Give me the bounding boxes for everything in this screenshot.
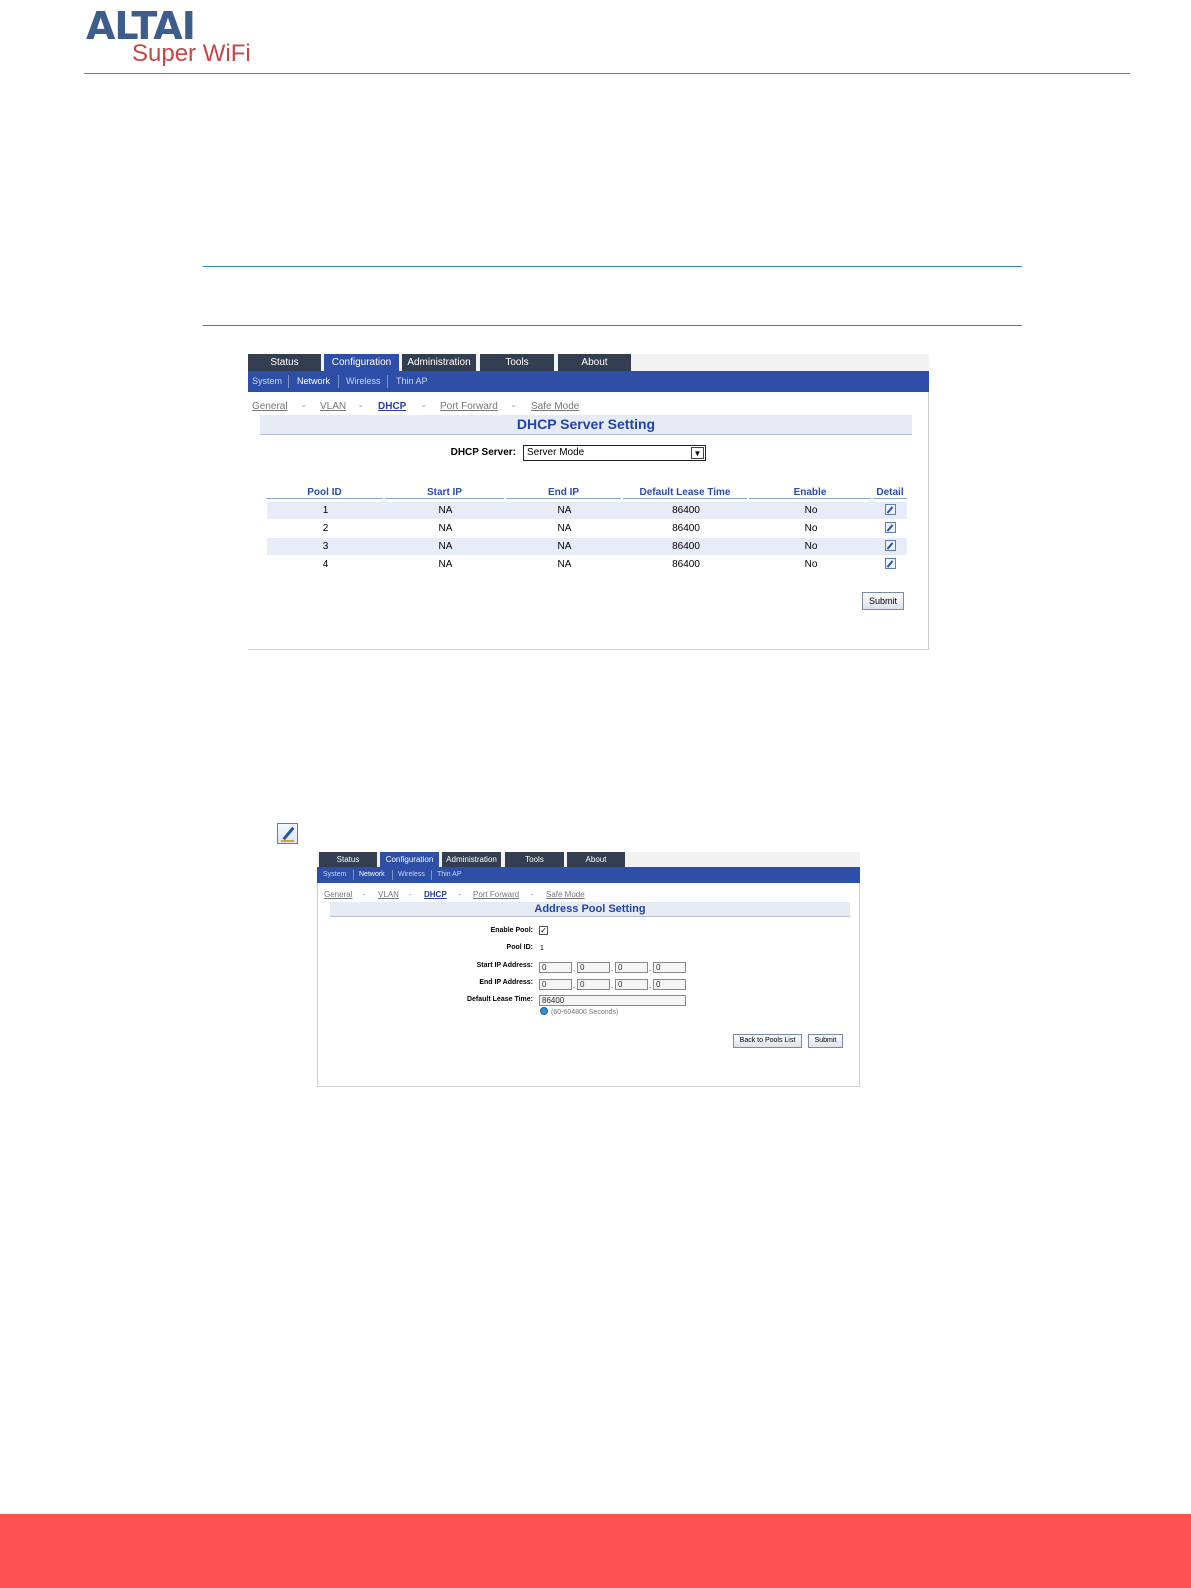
crumb-dhcp[interactable]: DHCP [378,401,407,412]
subnav-separator [338,375,339,388]
end-ip-octet-4[interactable]: 0 [653,979,686,990]
tab-about[interactable]: About [567,852,625,867]
ip-dot: . [649,981,652,990]
end-ip-octet-2[interactable]: 0 [577,979,610,990]
ip-dot: . [611,981,614,990]
sub-nav-bar [317,867,860,883]
end-ip-octet-3[interactable]: 0 [615,979,648,990]
end-ip-octet-1[interactable]: 0 [539,979,572,990]
logo-wordmark: ALTAI [86,4,195,48]
page-title: DHCP Server Setting [260,415,912,435]
crumb-safe-mode[interactable]: Safe Mode [546,890,585,899]
enable-pool-checkbox[interactable]: ✓ [540,926,547,935]
ip-dot: . [611,964,614,973]
submit-button[interactable]: Submit [808,1034,843,1048]
tab-tools[interactable]: Tools [480,354,554,371]
cell-start-ip: NA [438,505,453,516]
crumb-separator: - [422,401,426,412]
frame-border [248,392,929,650]
cell-end-ip: NA [557,523,572,534]
crumb-vlan[interactable]: VLAN [320,401,347,412]
start-ip-octet-3[interactable]: 0 [615,962,648,973]
top-tab-bar [248,354,929,371]
crumb-separator: - [363,890,366,899]
cell-end-ip: NA [557,541,572,552]
note-bottom-rule [203,325,1022,326]
cell-pool-id: 3 [322,541,329,552]
crumb-general[interactable]: General [252,401,288,412]
tab-status[interactable]: Status [248,354,321,371]
ip-dot: . [573,981,576,990]
page-title: Address Pool Setting [330,902,850,917]
page-footer-band [0,1514,1191,1588]
lease-time-input[interactable]: 86400 [539,995,686,1006]
crumb-safe-mode[interactable]: Safe Mode [531,401,580,412]
cell-enable: No [804,541,818,552]
subnav-separator [353,870,354,880]
altai-logo [84,4,314,66]
subnav-separator [288,375,289,388]
tab-configuration[interactable]: Configuration [324,354,399,371]
cell-end-ip: NA [557,559,572,570]
dhcp-server-screenshot [248,354,929,650]
subnav-wireless[interactable]: Wireless [346,376,381,386]
crumb-separator: - [512,401,516,412]
chevron-down-icon: ▼ [691,447,704,459]
ip-dot: . [573,964,576,973]
start-ip-octet-4[interactable]: 0 [653,962,686,973]
dhcp-server-label: DHCP Server: [450,447,516,458]
dhcp-server-value: Server Mode [527,447,585,458]
cell-pool-id: 4 [322,559,329,570]
tab-about[interactable]: About [558,354,631,371]
header-divider [84,73,1130,74]
cell-pool-id: 2 [322,523,329,534]
col-enable: Enable [749,487,871,499]
col-detail: Detail [873,487,907,499]
enable-pool-label: Enable Pool: [490,927,533,934]
crumb-separator: - [409,890,412,899]
subnav-separator [387,375,388,388]
subnav-thin-ap[interactable]: Thin AP [437,871,462,878]
col-default-lease-time: Default Lease Time [623,487,747,499]
subnav-system[interactable]: System [323,871,347,878]
pool-id-label: Pool ID: [506,944,533,951]
cell-enable: No [804,559,818,570]
cell-lease-time: 86400 [672,559,700,570]
crumb-separator: - [359,401,363,412]
logo-tagline: Super WiFi [132,40,251,67]
subnav-system[interactable]: System [252,376,283,386]
subnav-network[interactable]: Network [359,871,385,878]
crumb-vlan[interactable]: VLAN [378,890,399,899]
submit-button[interactable]: Submit [862,592,904,610]
start-ip-octet-1[interactable]: 0 [539,962,572,973]
edit-icon [277,823,298,844]
frame-border [317,883,860,1087]
cell-enable: No [804,505,818,516]
tab-status[interactable]: Status [319,852,377,867]
start-ip-label: Start IP Address: [476,962,533,969]
ip-dot: . [649,964,652,973]
col-pool-id: Pool ID [266,487,383,499]
cell-end-ip: NA [557,505,572,516]
cell-start-ip: NA [438,523,453,534]
tab-administration[interactable]: Administration [442,852,501,867]
top-tab-bar [317,852,860,867]
cell-lease-time: 86400 [672,505,700,516]
subnav-wireless[interactable]: Wireless [398,871,425,878]
crumb-port-forward[interactable]: Port Forward [440,401,498,412]
subnav-separator [431,870,432,880]
cell-pool-id: 1 [322,505,329,516]
subnav-network[interactable]: Network [297,376,331,386]
cell-lease-time: 86400 [672,541,700,552]
crumb-separator: - [302,401,306,412]
cell-lease-time: 86400 [672,523,700,534]
col-end-ip: End IP [506,487,621,499]
crumb-separator: - [458,890,461,899]
subnav-thin-ap[interactable]: Thin AP [396,376,428,386]
lease-time-label: Default Lease Time: [466,996,533,1003]
tab-tools[interactable]: Tools [505,852,564,867]
crumb-dhcp[interactable]: DHCP [424,890,447,899]
address-pool-screenshot [317,852,860,1087]
pool-id-value: 1 [540,945,544,952]
crumb-general[interactable]: General [324,890,353,899]
subnav-separator [392,870,393,880]
tab-administration[interactable]: Administration [402,354,476,371]
crumb-port-forward[interactable]: Port Forward [473,890,520,899]
start-ip-octet-2[interactable]: 0 [577,962,610,973]
end-ip-label: End IP Address: [479,979,533,986]
sub-nav-bar [248,371,929,392]
tab-configuration[interactable]: Configuration [380,852,439,867]
cell-enable: No [804,523,818,534]
col-start-ip: Start IP [385,487,504,499]
back-to-pools-list-button[interactable]: Back to Pools List [733,1034,802,1048]
cell-start-ip: NA [438,559,453,570]
note-top-rule [203,266,1022,267]
crumb-separator: - [531,890,534,899]
lease-time-hint: (60-604800 Seconds) [551,1009,619,1016]
cell-start-ip: NA [438,541,453,552]
